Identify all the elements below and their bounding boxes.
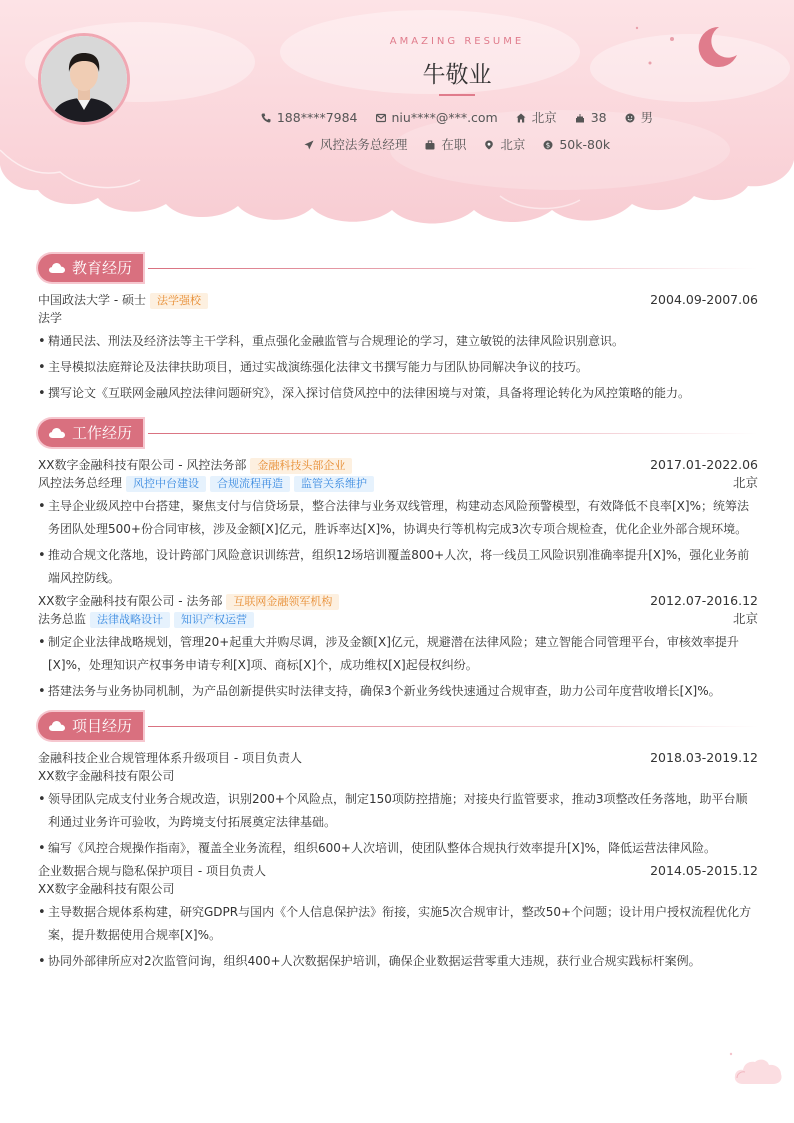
project-company: XX数字金融科技有限公司 (38, 769, 175, 783)
list-item: • 协同外部律所应对2次监管问询，组织400+人次数据保护培训，确保企业数据运营零重大违规，获行业合规实践标杆案例。 (38, 950, 758, 973)
major: 法学 (38, 311, 63, 325)
section-tag (38, 254, 143, 282)
svg-text:$: $ (546, 141, 551, 150)
section-header (38, 712, 758, 744)
section-title: 工作经历 (72, 424, 133, 442)
money-icon (543, 140, 553, 150)
send-icon (304, 140, 314, 150)
section-tag (38, 712, 143, 740)
company-name: XX数字金融科技有限公司 - 法务部 (38, 594, 223, 608)
education-date: 2004.09-2007.06 (650, 292, 758, 307)
project-bullets (38, 788, 758, 860)
salary-text: 50k-80k (559, 137, 611, 152)
entry-heading (38, 291, 758, 309)
list-item: • 推动合规文化落地，设计跨部门风险意识训练营，组织12场培训覆盖800+人次，将一线员工风险识别准确率提升[X]%，强化业务前端风控防线。 (38, 544, 758, 590)
candidate-name: 牛敬业 (422, 62, 492, 88)
phone-text: 188****7984 (276, 110, 358, 125)
cloud-icon (49, 721, 65, 731)
gender-text: 男 (640, 110, 654, 125)
section-divider (148, 433, 758, 434)
work-date: 2012.07-2016.12 (650, 593, 758, 608)
list-item: • 主导模拟法庭辩论及法律扶助项目，通过实战演练强化法律文书撰写能力与团队协同解决争议的技巧。 (38, 356, 758, 379)
city-text: 北京 (531, 110, 557, 125)
resume-header (0, 0, 794, 230)
entry-heading (38, 862, 758, 880)
entry-heading (38, 456, 758, 474)
section-header (38, 419, 758, 451)
cloud-icon (49, 263, 65, 273)
list-item: • 搭建法务与业务协同机制，为产品创新提供实时法律支持，确保3个新业务线快速通过合规审查，助力公司年度营收增长[X]%。 (38, 680, 758, 703)
skill-tag: 监管关系维护 (294, 476, 374, 492)
position-item (304, 135, 408, 153)
company-tag: 金融科技头部企业 (250, 458, 352, 474)
role-title: 风控法务总经理 (38, 476, 123, 490)
target-city-item (484, 135, 525, 153)
work-section (38, 419, 758, 703)
skill-tag: 风控中台建设 (126, 476, 206, 492)
list-item: • 主导企业级风控中台搭建，聚焦支付与信贷场景，整合法律与业务双线管理，构建动态风险预警模型，有效降低不良率[X]%；统筹法务团队处理500+份合同审核，涉及金额[X]亿元，胜诉率达[X]%，协调央行等机构完成3次专项合规检查，优化企业外部合规环境。 (38, 495, 758, 541)
project-company: XX数字金融科技有限公司 (38, 882, 175, 896)
phone-item (261, 110, 358, 125)
work-entry (38, 456, 758, 590)
section-divider (148, 726, 758, 727)
briefcase-icon (425, 140, 435, 150)
contact-row (0, 108, 794, 126)
status-text: 在职 (441, 137, 467, 152)
entry-heading (38, 749, 758, 767)
salary-item (543, 137, 610, 152)
work-bullets (38, 495, 758, 590)
city-item (516, 108, 557, 126)
list-item: • 编写《风控合规操作指南》，覆盖全业务流程，组织600+人次培训，使团队整体合规执行效率提升[X]%，降低运营法律风险。 (38, 837, 758, 860)
work-city: 北京 (732, 611, 758, 626)
project-name: 企业数据合规与隐私保护项目 - 项目负责人 (38, 864, 266, 878)
company-name: XX数字金融科技有限公司 - 风控法务部 (38, 458, 247, 472)
target-city-text: 北京 (500, 137, 526, 152)
section-tag (38, 419, 143, 447)
list-item: • 领导团队完成支付业务合规改造，识别200+个风险点，制定150项防控措施；对接央行监管要求，推动3项整改任务落地，助平台顺利通过业务许可验收，为跨境支付拓展奠定法律基础。 (38, 788, 758, 834)
work-bullets (38, 631, 758, 703)
education-section (38, 254, 758, 405)
home-icon (516, 113, 526, 123)
mail-icon (376, 113, 386, 123)
project-date: 2018.03-2019.12 (650, 750, 758, 765)
smile-icon (625, 113, 635, 123)
name-underline (439, 94, 475, 96)
entry-heading (38, 592, 758, 610)
list-item: • 主导数据合规体系构建，研究GDPR与国内《个人信息保护法》衔接，实施5次合规审计，整改50+个问题；设计用户授权流程优化方案，提升数据使用合规率[X]%。 (38, 901, 758, 947)
work-date: 2017.01-2022.06 (650, 457, 758, 472)
project-entry (38, 749, 758, 860)
education-bullets (38, 330, 758, 405)
work-city: 北京 (732, 475, 758, 490)
projects-section (38, 712, 758, 973)
location-pin-icon (484, 140, 494, 150)
phone-icon (261, 113, 271, 123)
project-date: 2014.05-2015.12 (650, 863, 758, 878)
age-text: 38 (590, 110, 607, 125)
project-name: 金融科技企业合规管理体系升级项目 - 项目负责人 (38, 751, 302, 765)
role-line (38, 610, 758, 628)
list-item: • 撰写论文《互联网金融风控法律问题研究》，深入探讨信贷风控中的法律困境与对策，具备将理论转化为风控策略的能力。 (38, 382, 758, 405)
section-title: 项目经历 (72, 717, 133, 735)
job-intent-row (0, 135, 794, 153)
list-item: • 制定企业法律战略规划，管理20+起重大并购尽调，涉及金额[X]亿元，规避潜在法律风险；建立智能合同管理平台，审核效率提升[X]%，处理知识产权事务申请专利[X]项、商标[X]个，成功维权[X]起侵权纠纷。 (38, 631, 758, 677)
skill-tag: 合规流程再造 (210, 476, 290, 492)
list-item: • 精通民法、刑法及经济法等主干学科，重点强化金融监管与合规理论的学习，建立敏锐的法律风险识别意识。 (38, 330, 758, 353)
work-entry (38, 592, 758, 703)
gender-item (625, 108, 654, 126)
section-divider (148, 268, 758, 269)
school-name: 中国政法大学 - 硕士 (38, 293, 146, 307)
project-bullets (38, 901, 758, 973)
status-item (425, 135, 466, 153)
skill-tag: 知识产权运营 (174, 612, 254, 628)
school-tag: 法学强校 (150, 293, 208, 309)
cloud-icon (49, 428, 65, 438)
email-item (376, 110, 498, 125)
skill-tag: 法律战略设计 (90, 612, 170, 628)
position-text: 风控法务总经理 (319, 137, 408, 152)
decorative-cloud-icon (729, 1050, 785, 1086)
education-entry (38, 291, 758, 405)
role-title: 法务总监 (38, 612, 87, 626)
project-entry (38, 862, 758, 973)
email-text: niu****@***.com (391, 110, 498, 125)
section-header (38, 254, 758, 286)
company-tag: 互联网金融领军机构 (226, 594, 339, 610)
resume-subtitle: AMAZING RESUME (389, 36, 525, 47)
cake-icon (575, 113, 585, 123)
role-line (38, 474, 758, 492)
section-title: 教育经历 (72, 259, 133, 277)
age-item (575, 110, 607, 125)
